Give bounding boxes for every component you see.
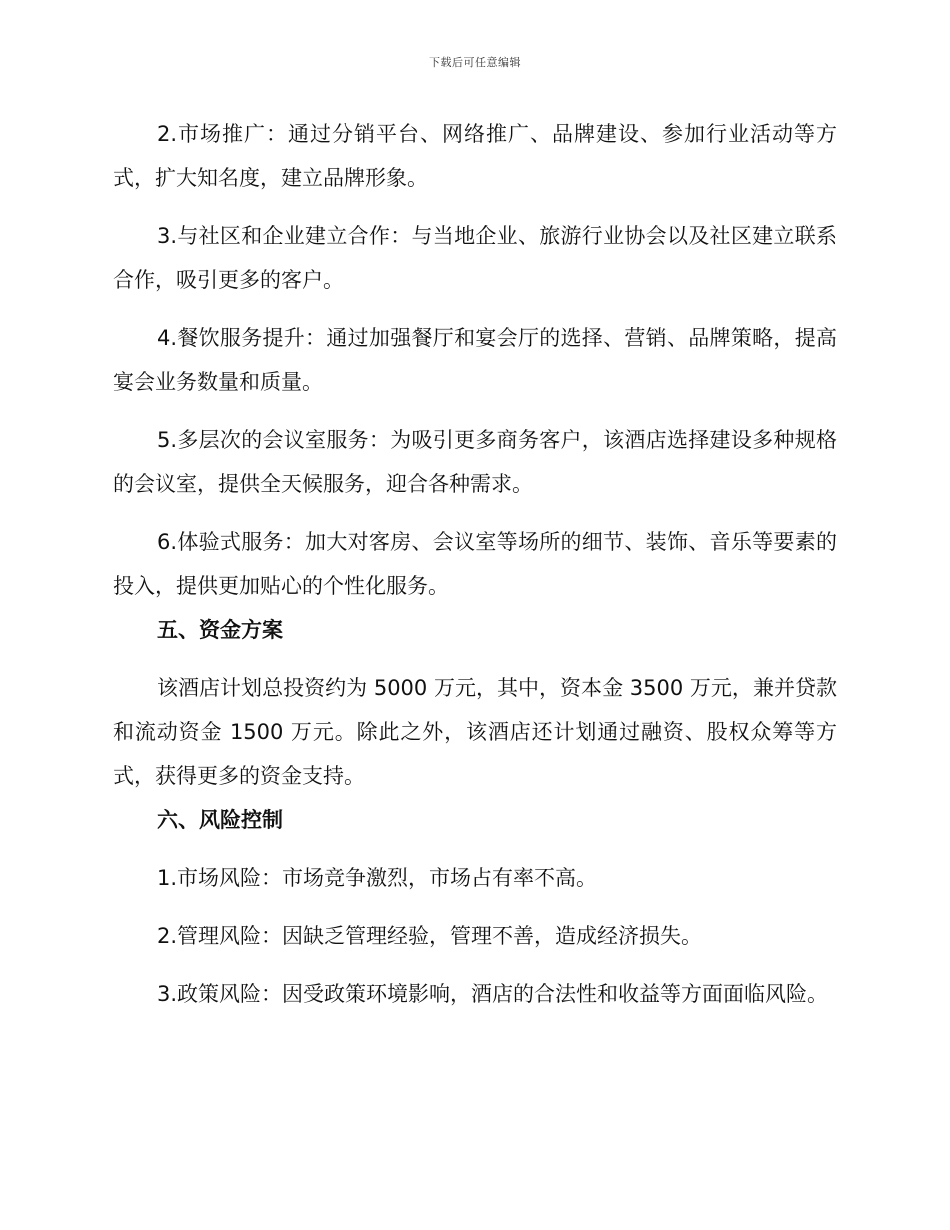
funding-paragraph: 该酒店计划总投资约为 5000 万元，其中，资本金 3500 万元，兼并贷款和流动资金 1500 万元。除此之外，该酒店还计划通过融资、股权众筹等方式，获得更多的资金支持。 [113,676,837,788]
marketing-item: 2.市场推广：通过分销平台、网络推广、品牌建设、参加行业活动等方式，扩大知名度，建立品牌形象。 [113,122,837,190]
marketing-item: 6.体验式服务：加大对客房、会议室等场所的细节、装饰、音乐等要素的投入，提供更加贴心的个性化服务。 [113,530,837,598]
risk-item: 3.政策风险：因受政策环境影响，酒店的合法性和收益等方面面临风险。 [157,982,829,1006]
marketing-item: 5.多层次的会议室服务：为吸引更多商务客户，该酒店选择建设多种规格的会议室，提供全天候服务，迎合各种需求。 [113,428,837,496]
page-header-note: 下载后可任意编辑 [429,56,521,69]
document-body [113,112,837,1016]
section-heading-risk: 六、风险控制 [157,808,283,832]
marketing-item: 3.与社区和企业建立合作：与当地企业、旅游行业协会以及社区建立联系合作，吸引更多的客户。 [113,224,837,292]
section-heading-funding: 五、资金方案 [157,618,283,642]
risk-item: 2.管理风险：因缺乏管理经验，管理不善，造成经济损失。 [157,924,703,948]
marketing-item: 4.餐饮服务提升：通过加强餐厅和宴会厅的选择、营销、品牌策略，提高宴会业务数量和质量。 [113,326,837,394]
risk-item: 1.市场风险：市场竞争激烈，市场占有率不高。 [157,866,598,890]
